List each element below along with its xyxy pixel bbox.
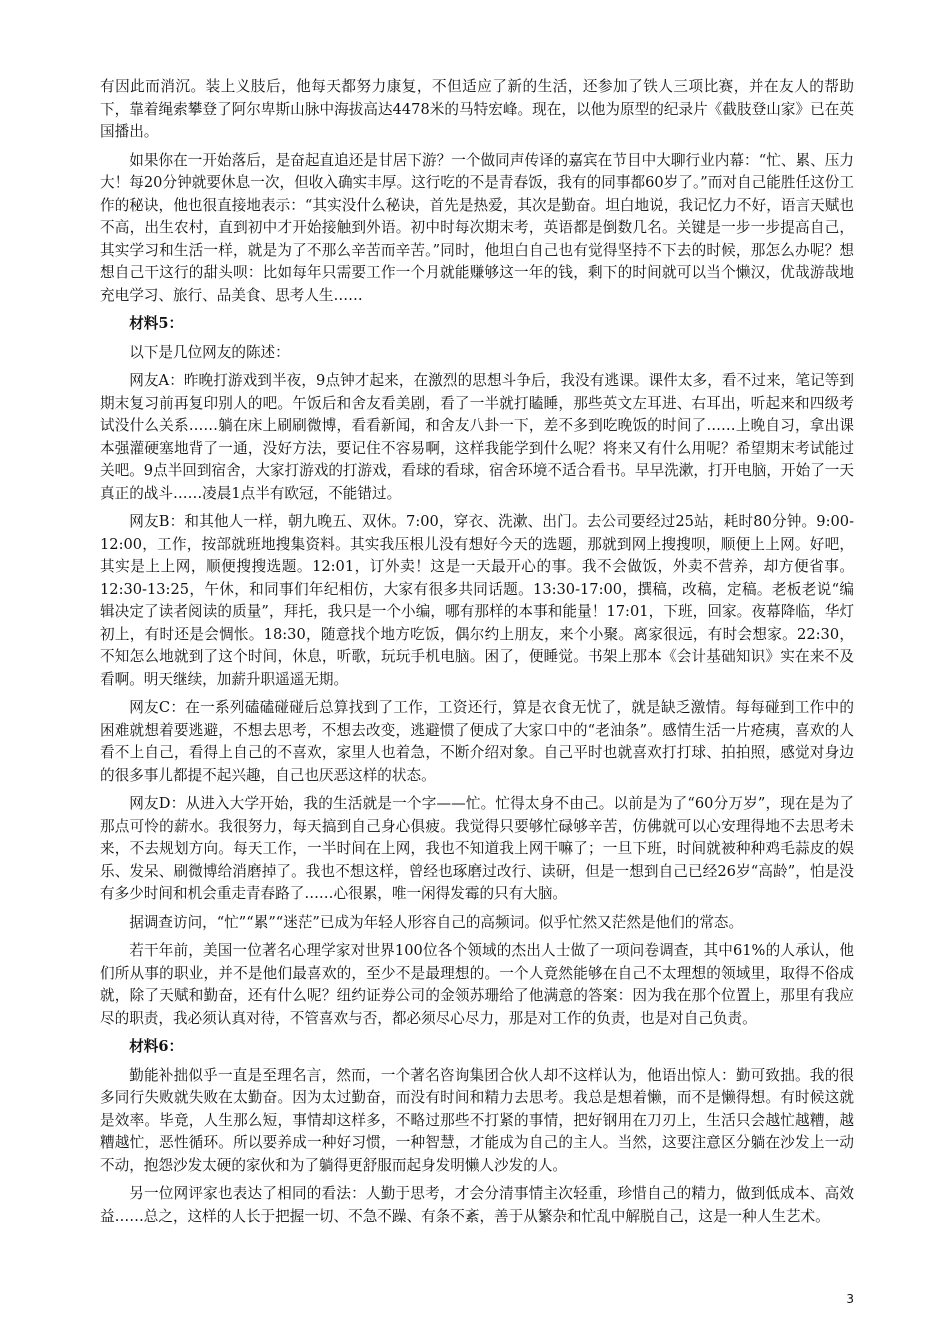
paragraph-psychologist: 若干年前，美国一位著名心理学家对世界100位各个领域的杰出人士做了一项问卷调查，其中61%的人承认，他们所从事的职业，并不是他们最喜欢的，至少不是最理想的。一个人竟然能够在自己不太理想的领域里，取得不俗成就，除了天赋和勤奋，还有什么呢？纽约证券公司的金领苏珊给了他满意的答案：因为我在那个位置上，那里有我应尽的职责，我必须认真对待，不管喜欢与否，都必须尽心尽力，那是对工作的负责，也是对自己负责。: [100, 942, 854, 1027]
paragraph-survey: 据调查访问，“忙”“累”“迷茫”已成为年轻人形容自己的高频词。似乎忙然又茫然是他们的常态。: [129, 913, 744, 931]
paragraph-continued: 有因此而消沉。装上义肢后，他每天都努力康复，不但适应了新的生活，还参加了铁人三项比赛，并在友人的帮助下，靠着绳索攀登了阿尔卑斯山脉中海拔高达4478米的马特宏峰。现在，以他为原型的纪录片《截肢登山家》已在英国播出。: [100, 78, 854, 140]
document-body: [100, 76, 854, 1234]
paragraph-netizen-a: 网友A：昨晚打游戏到半夜，9点钟才起来，在激烈的思想斗争后，我没有逃课。课件太多，看不过来，笔记等到期末复习前再复印别人的吧。午饭后和舍友看美剧，看了一半就打瞌睡，那些英文左耳进、右耳出，听起来和四级考试没什么关系……躺在床上刷刷微博，看看新闻，和舍友八卦一下，差不多到吃晚饭的时间了……上晚自习，拿出课本强灌硬塞地背了一通，没好方法，要记住不容易啊，这样我能学到什么呢？将来又有什么用呢？希望期末考试能过关吧。9点半回到宿舍，大家打游戏的打游戏，看球的看球，宿舍环境不适合看书。早早洗漱，打开电脑，开始了一天真正的战斗……凌晨1点半有欧冠，不能错过。: [100, 372, 854, 502]
paragraph-intro-netizens: 以下是几位网友的陈述：: [129, 343, 290, 361]
paragraph-consultant: 勤能补拙似乎一直是至理名言，然而，一个著名咨询集团合伙人却不这样认为，他语出惊人：勤可致拙。我的很多同行失败就失败在太勤奋。因为太过勤奋，而没有时间和精力去思考。我总是想着懒，而不是懒得想。有时候这就是效率。毕竟，人生那么短，事情却这样多，不略过那些不打紧的事情，把好钢用在刀刃上，生活只会越忙越糟，越糟越忙，恶性循环。所以要养成一种好习惯，一种智慧，才能成为自己的主人。当然，这要注意区分躺在沙发上一动不动，抱怨沙发太硬的家伙和为了躺得更舒服而起身发明懒人沙发的人。: [100, 1066, 854, 1174]
paragraph-netizen-b: 网友B：和其他人一样，朝九晚五、双休。7:00，穿衣、洗漱、出门。去公司要经过25站，耗时80分钟。9:00-12:00，工作，按部就班地搜集资料。其实我压根儿没有想好今天的选题，那就到网上搜搜呗，顺便上上网。好吧，其实是上上网，顺便搜搜选题。12:01，订外卖！这是一天最开心的事。我不会做饭，外卖不营养，却方便省事。12:30-13:25，午休，和同事们年纪相仿，大家有很多共同话题。13:30-17:00，撰稿，改稿，定稿。老板老说“编辑决定了读者阅读的质量”，拜托，我只是一个小编，哪有那样的本事和能量！17:01，下班，回家。夜幕降临，华灯初上，有时还是会惆怅。18:30，随意找个地方吃饭，偶尔约上朋友，来个小聚。离家很远，有时会想家。22:30，不知怎么地就到了这个时间，休息，听歌，玩玩手机电脑。困了，便睡觉。书架上那本《会计基础知识》实在来不及看啊。明天继续，加薪升职遥遥无期。: [100, 513, 854, 688]
material-6-heading: 材料6：: [129, 1038, 184, 1055]
material-5-heading: 材料5：: [129, 315, 184, 332]
paragraph-netizen-c: 网友C：在一系列磕磕碰碰后总算找到了工作，工资还行，算是衣食无忧了，就是缺乏激情。每每碰到工作中的困难就想着要逃避，不想去思考，不想去改变，逃避惯了便成了大家口中的“老油条”。感情生活一片疮痍，喜欢的人看不上自己，看得上自己的不喜欢，家里人也着急，不断介绍对象。自己平时也就喜欢打打球、拍拍照，感觉对身边的很多事儿都提不起兴趣，自己也厌恶这样的状态。: [100, 699, 854, 784]
paragraph-netizen-d: 网友D：从进入大学开始，我的生活就是一个字——忙。忙得太身不由己。以前是为了“60分万岁”，现在是为了那点可怜的薪水。我很努力，每天搞到自己身心俱疲。我觉得只要够忙碌够辛苦，仿佛就可以心安理得地不去思考未来，不去规划方向。每天工作，一半时间在上网，我也不知道我上网干嘛了；一旦下班，时间就被种种鸡毛蒜皮的娱乐、发呆、刷微博给消磨掉了。我也不想这样，曾经也琢磨过改行、读研，但是一想到自己已经26岁“高龄”，怕是没有多少时间和机会重走青春路了……心很累，唯一闲得发霉的只有大脑。: [100, 795, 854, 902]
paragraph-interpreter: 如果你在一开始落后，是奋起直追还是甘居下游？一个做同声传译的嘉宾在节目中大聊行业内幕：“忙、累、压力大！每20分钟就要休息一次，但收入确实丰厚。这行吃的不是青春饭，我有的同事都60岁了。”而对自己能胜任这份工作的秘诀，他也很直接地表示：“其实没什么秘诀，首先是热爱，其次是勤奋。坦白地说，我记忆力不好，语言天赋也不高，出生农村，直到初中才开始接触到外语。初中时每次期末考，英语都是倒数几名。关键是一步一步提高自己，其实学习和生活一样，就是为了不那么辛苦而辛苦。”同时，他坦白自己也有觉得坚持不下去的时候，那怎么办呢？想想自己干这行的甜头呗：比如每年只需要工作一个月就能赚够这一年的钱，剩下的时间就可以当个懒汉，优哉游哉地充电学习、旅行、品美食、思考人生……: [100, 151, 854, 304]
paragraph-critic: 另一位网评家也表达了相同的看法：人勤于思考，才会分清事情主次轻重，珍惜自己的精力，做到低成本、高效益……总之，这样的人长于把握一切、不急不躁、有条不紊，善于从繁杂和忙乱中解脱自己，这是一种人生艺术。: [100, 1185, 854, 1225]
page-number: 3: [846, 1292, 854, 1306]
